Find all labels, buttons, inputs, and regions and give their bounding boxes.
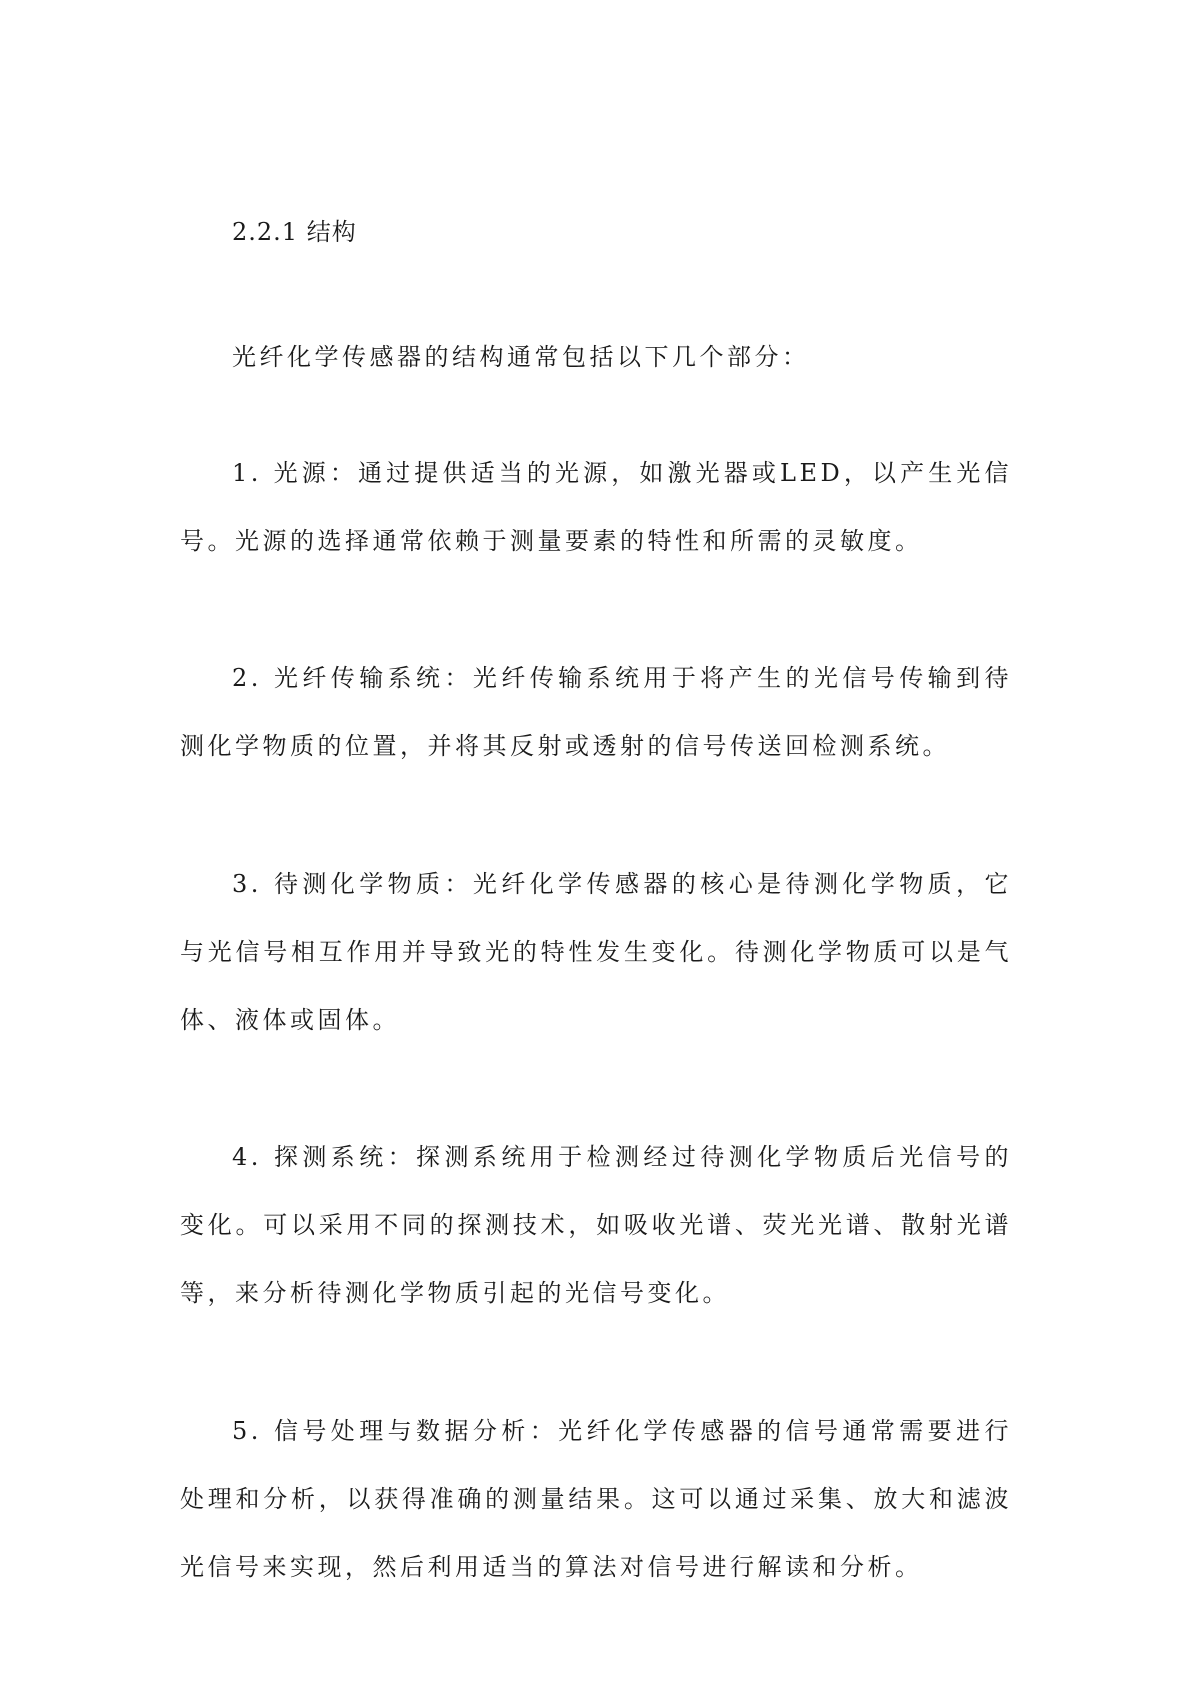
list-item-analyte: 3. 待测化学物质：光纤化学传感器的核心是待测化学物质，它与光信号相互作用并导致光的特性发生变化。待测化学物质可以是气体、液体或固体。 xyxy=(180,870,1012,1034)
list-item-detection-system: 4. 探测系统：探测系统用于检测经过待测化学物质后光信号的变化。可以采用不同的探测技术，如吸收光谱、荧光光谱、散射光谱等，来分析待测化学物质引起的光信号变化。 xyxy=(180,1143,1012,1307)
section-heading: 2.2.1 结构 xyxy=(232,218,357,246)
list-item-signal-processing: 5. 信号处理与数据分析：光纤化学传感器的信号通常需要进行处理和分析，以获得准确的测量结果。这可以通过采集、放大和滤波光信号来实现，然后利用适当的算法对信号进行解读和分析。 xyxy=(180,1417,1012,1581)
list-item-fiber-transmission: 2. 光纤传输系统：光纤传输系统用于将产生的光信号传输到待测化学物质的位置，并将其反射或透射的信号传送回检测系统。 xyxy=(180,664,1012,760)
intro-paragraph: 光纤化学传感器的结构通常包括以下几个部分： xyxy=(232,343,810,371)
section-content xyxy=(180,208,1012,1601)
list-item-light-source: 1. 光源：通过提供适当的光源，如激光器或LED，以产生光信号。光源的选择通常依赖于测量要素的特性和所需的灵敏度。 xyxy=(180,459,1012,555)
